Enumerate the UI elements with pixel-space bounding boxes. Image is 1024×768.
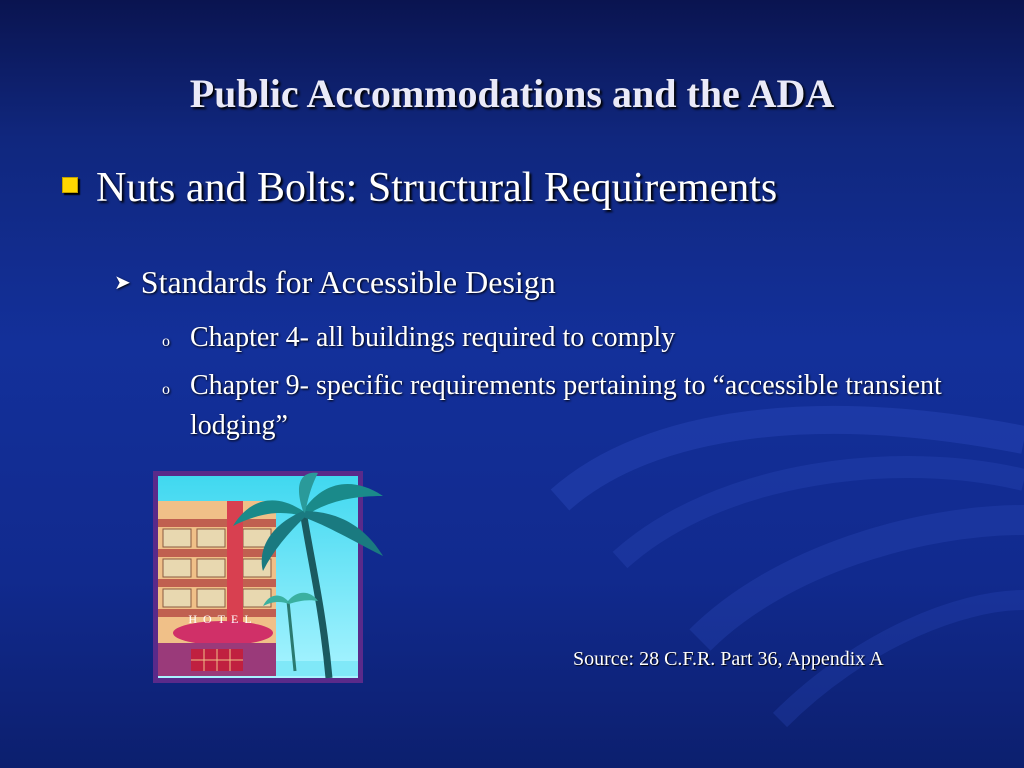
circle-bullet-icon: o: [162, 381, 170, 398]
bullet-level1-text: Nuts and Bolts: Structural Requirements: [96, 165, 778, 211]
source-citation: Source: 28 C.F.R. Part 36, Appendix A: [573, 648, 884, 670]
bullet-level2-text: Standards for Accessible Design: [140, 264, 556, 300]
bullet-level1: [62, 164, 962, 212]
hotel-clipart-image: [153, 471, 389, 683]
bullet-level3-text: Chapter 9- specific requirements pertaining to “accessible transient lodging”: [190, 370, 942, 441]
hotel-sign-text: HOTEL: [188, 612, 258, 626]
square-bullet-icon: [62, 177, 78, 193]
slide-title: Public Accommodations and the ADA: [189, 71, 835, 116]
circle-bullet-icon: o: [162, 333, 170, 350]
arrow-bullet-icon: ➤: [114, 272, 131, 294]
bullet-level3-text: Chapter 4- all buildings required to comply: [190, 322, 676, 353]
bullet-level3-item: [162, 366, 982, 446]
bullet-level2: [114, 264, 994, 301]
bullet-level3-item: [162, 318, 982, 358]
